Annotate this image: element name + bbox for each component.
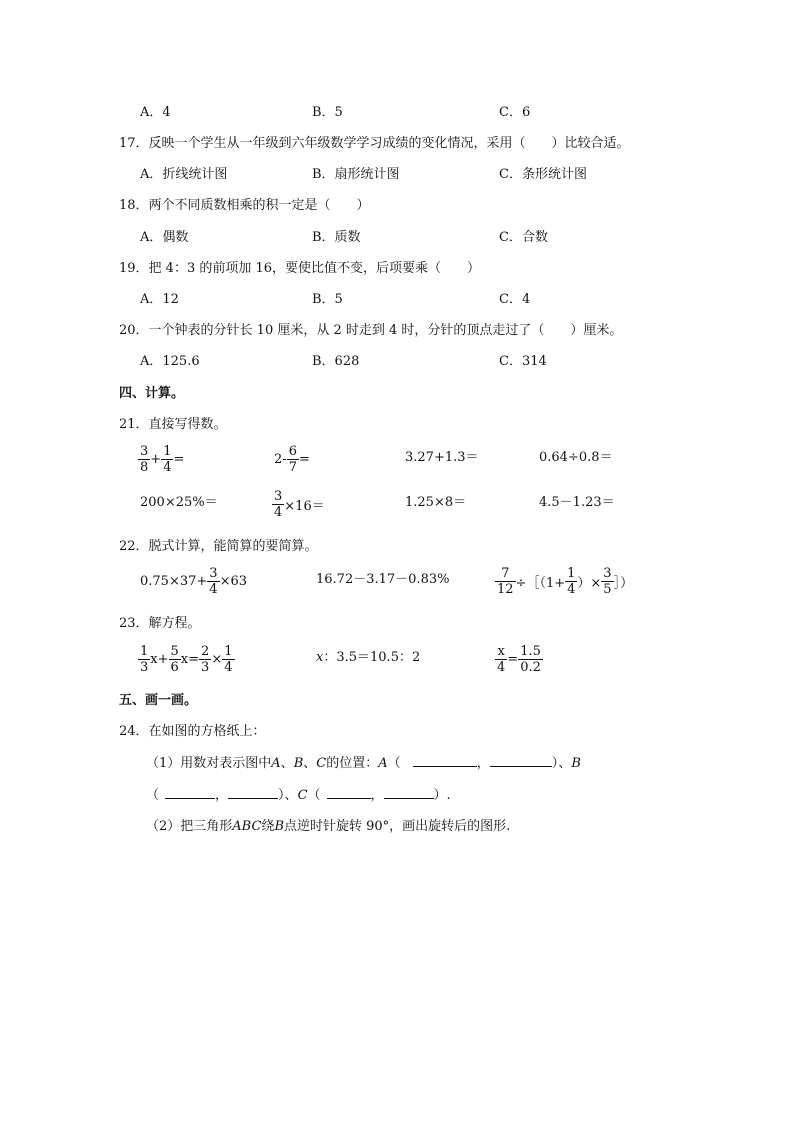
q24-part2: （2）把三角形ABC绕B点逆时针旋转 90°，画出旋转后的图形. <box>146 819 511 834</box>
q24-stem: 24．在如图的方格纸上： <box>119 724 266 739</box>
q23-eq-1: $\frac{1}{3}$ x+ $\frac{5}{6}$ x= $\frac{2}{3}$ × $\frac{1}{4}$ <box>140 644 233 675</box>
q18-option-c: C．合数 <box>499 230 548 245</box>
answer-blank-b-y[interactable] <box>228 786 278 799</box>
q21-expr-6: $\frac{3}{4}$ ×16＝ <box>274 489 325 520</box>
answer-blank-b-x[interactable] <box>165 786 215 799</box>
fraction: $\frac{1}{4}$ <box>567 566 576 597</box>
q22-expr-3: $\frac{7}{12}$ ÷［（1+ $\frac{1}{4}$ ）× $\frac{3}{5}$ ］） <box>497 566 634 597</box>
q21-expr-5: 200×25%＝ <box>140 495 218 510</box>
fraction: $\frac{3}{4}$ <box>274 489 283 520</box>
answer-blank-c-y[interactable] <box>384 786 434 799</box>
fraction: $\frac{7}{12}$ <box>497 566 514 597</box>
q24-part1-line1: （1）用数对表示图中A、B、C的位置：A（ ， ）、B <box>146 756 581 771</box>
fraction: $\frac{1}{4}$ <box>224 644 233 675</box>
q21-expr-3: 3.27+1.3＝ <box>405 450 479 465</box>
q20-option-b: B．628 <box>312 354 360 369</box>
fraction: $\frac{3}{8}$ <box>140 444 149 475</box>
q18-option-a: A．偶数 <box>140 230 189 245</box>
fraction: $\frac{x}{4}$ <box>497 644 506 675</box>
q21-expr-7: 1.25×8＝ <box>405 495 467 510</box>
fraction: $\frac{1}{4}$ <box>163 444 172 475</box>
q19-option-a: A．12 <box>140 292 179 307</box>
q19-option-c: C．4 <box>499 292 531 307</box>
fraction: $\frac{3}{4}$ <box>209 566 218 597</box>
answer-blank-a-y[interactable] <box>490 754 552 767</box>
q23-eq-2: x：3.5＝10.5：2 <box>316 650 421 665</box>
section-heading-calculation: 四、计算。 <box>119 386 185 401</box>
fraction: $\frac{5}{6}$ <box>170 644 179 675</box>
q17-stem: 17．反映一个学生从一年级到六年级数学学习成绩的变化情况，采用（ ）比较合适。 <box>119 136 630 151</box>
q22-expr-1: 0.75×37+ $\frac{3}{4}$ ×63 <box>140 566 247 597</box>
answer-blank-c-x[interactable] <box>327 786 371 799</box>
section-heading-drawing: 五、画一画。 <box>119 693 198 708</box>
q21-expr-4: 0.64÷0.8＝ <box>539 450 613 465</box>
q20-option-c: C．314 <box>499 354 547 369</box>
q17-option-c: C．条形统计图 <box>499 167 587 182</box>
fraction: $\frac{6}{7}$ <box>288 444 297 475</box>
q22-stem: 22．脱式计算，能简算的要简算。 <box>119 539 318 554</box>
q20-stem: 20．一个钟表的分针长 10 厘米，从 2 时走到 4 时，分针的顶点走过了（ ）厘米。 <box>119 323 623 338</box>
fraction: $\frac{1.5}{0.2}$ <box>520 644 541 675</box>
q16-option-a: A．4 <box>140 105 171 120</box>
q23-eq-3: $\frac{x}{4}$ = $\frac{1.5}{0.2}$ <box>497 644 541 675</box>
q18-stem: 18．两个不同质数相乘的积一定是（ ） <box>119 198 370 213</box>
fraction: $\frac{2}{3}$ <box>201 644 210 675</box>
answer-blank-a-x[interactable] <box>413 754 477 767</box>
q16-option-c: C．6 <box>499 105 531 120</box>
fraction: $\frac{1}{3}$ <box>140 644 149 675</box>
q18-option-b: B．质数 <box>312 230 361 245</box>
q21-stem: 21．直接写得数。 <box>119 417 227 432</box>
q19-stem: 19．把 4：3 的前项加 16，要使比值不变，后项要乘（ ） <box>119 261 481 276</box>
q24-part1-line2: （ ， ）、C（ ， ）. <box>146 788 451 803</box>
q22-expr-2: 16.72－3.17－0.83% <box>316 572 450 587</box>
q21-expr-1: $\frac{3}{8}$ + $\frac{1}{4}$ = <box>140 444 185 475</box>
q19-option-b: B．5 <box>312 292 343 307</box>
q17-option-b: B．扇形统计图 <box>312 167 400 182</box>
q20-option-a: A．125.6 <box>140 354 200 369</box>
q21-expr-2: 2 - $\frac{6}{7}$ = <box>274 444 310 475</box>
q16-option-b: B．5 <box>312 105 343 120</box>
q23-stem: 23．解方程。 <box>119 616 201 631</box>
fraction: $\frac{3}{5}$ <box>603 566 612 597</box>
q21-expr-8: 4.5－1.23＝ <box>539 495 615 510</box>
q17-option-a: A．折线统计图 <box>140 167 228 182</box>
